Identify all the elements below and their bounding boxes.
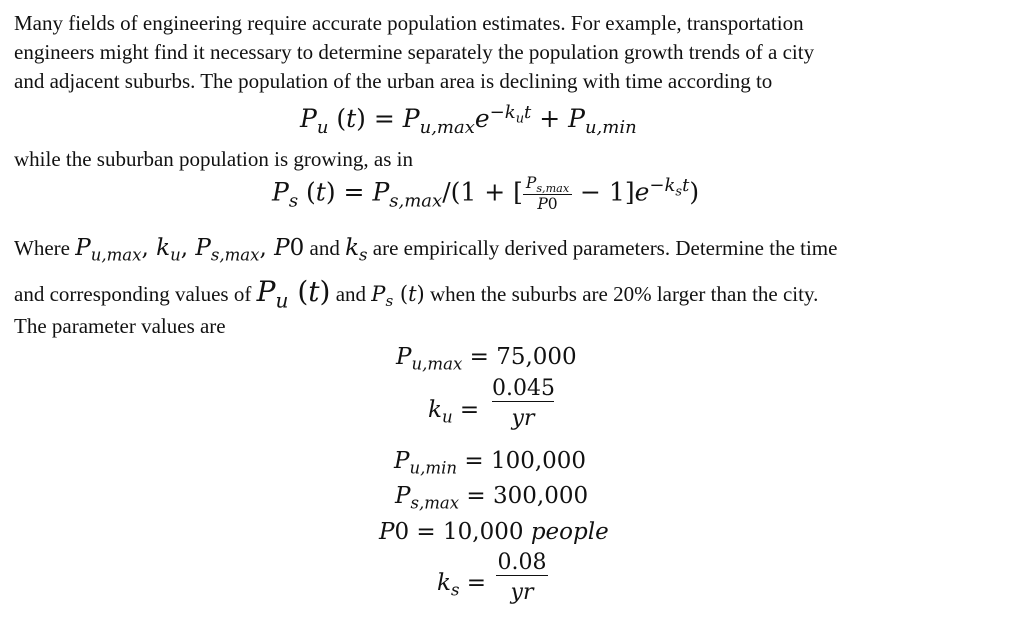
- param-ks-fraction: [496, 550, 548, 605]
- intro-line-2: engineers might find it necessary to determine separately the population growth trends of a city: [14, 40, 815, 64]
- corresponding-suffix: when the suburbs are 20% larger than the city.: [424, 282, 819, 306]
- suburban-intro: while the suburban population is growing, as in: [14, 147, 413, 171]
- pumin-value: 100,000: [490, 448, 587, 474]
- ku-numerator: 0.045: [492, 376, 555, 401]
- param-ku-fraction: [492, 376, 554, 431]
- corresponding-line: and corresponding values of $P_u$ (t) and $P_s$ (t) when the suburbs are 20% larger than the city.: [14, 275, 819, 313]
- corresponding-prefix: and corresponding values of: [14, 282, 257, 306]
- param-psmax: $P_{s,max} = 300,000$: [395, 483, 589, 513]
- corresponding-mid: and: [330, 282, 372, 306]
- suburban-population-equation: $P_s$ $(t) = P_{s,max}/(1$ + [ $\frac{P_{s,max}}{P0}$ − $1]e^{-k_st}$): [272, 174, 700, 213]
- urban-population-equation: $P_u$ $(t) = P_{u,max}e^{-k_ut} + P_{u,min}$: [300, 101, 637, 138]
- ks-numerator: 0.08: [497, 550, 547, 575]
- p0-unit: people: [530, 519, 609, 545]
- psmax-value: 300,000: [493, 483, 589, 509]
- where-middle: are empirically derived parameters. Determine the time: [367, 236, 838, 260]
- param-pumax: $P_{u,max} = 75,000$: [396, 344, 577, 374]
- where-line: Where $P_{u,max}$, $k_u$, $P_{s,max}$, P0 and $k_s$ are empirically derived parameters. Determine the time: [14, 235, 838, 265]
- param-pumin: $P_{u,min} = 100,000$: [394, 448, 587, 478]
- ks-denominator: yr: [510, 580, 534, 605]
- intro-line-1: Many fields of engineering require accurate population estimates. For example, transportation: [14, 11, 804, 35]
- intro-line-3: and adjacent suburbs. The population of the urban area is declining with time according to: [14, 69, 773, 93]
- ratio-fraction: $\frac{P_{s,max}}{P0}$: [523, 176, 572, 212]
- param-ks-label: $k_s$ =: [437, 570, 487, 600]
- param-p0: P0 = 10,000 people: [379, 519, 609, 545]
- parameter-intro: The parameter values are: [14, 314, 226, 338]
- pumax-value: 75,000: [496, 344, 577, 370]
- ku-denominator: yr: [511, 406, 535, 431]
- where-prefix: Where: [14, 236, 76, 260]
- p0-value: 10,000: [443, 519, 524, 545]
- param-ku-label: $k_u$ =: [428, 397, 480, 427]
